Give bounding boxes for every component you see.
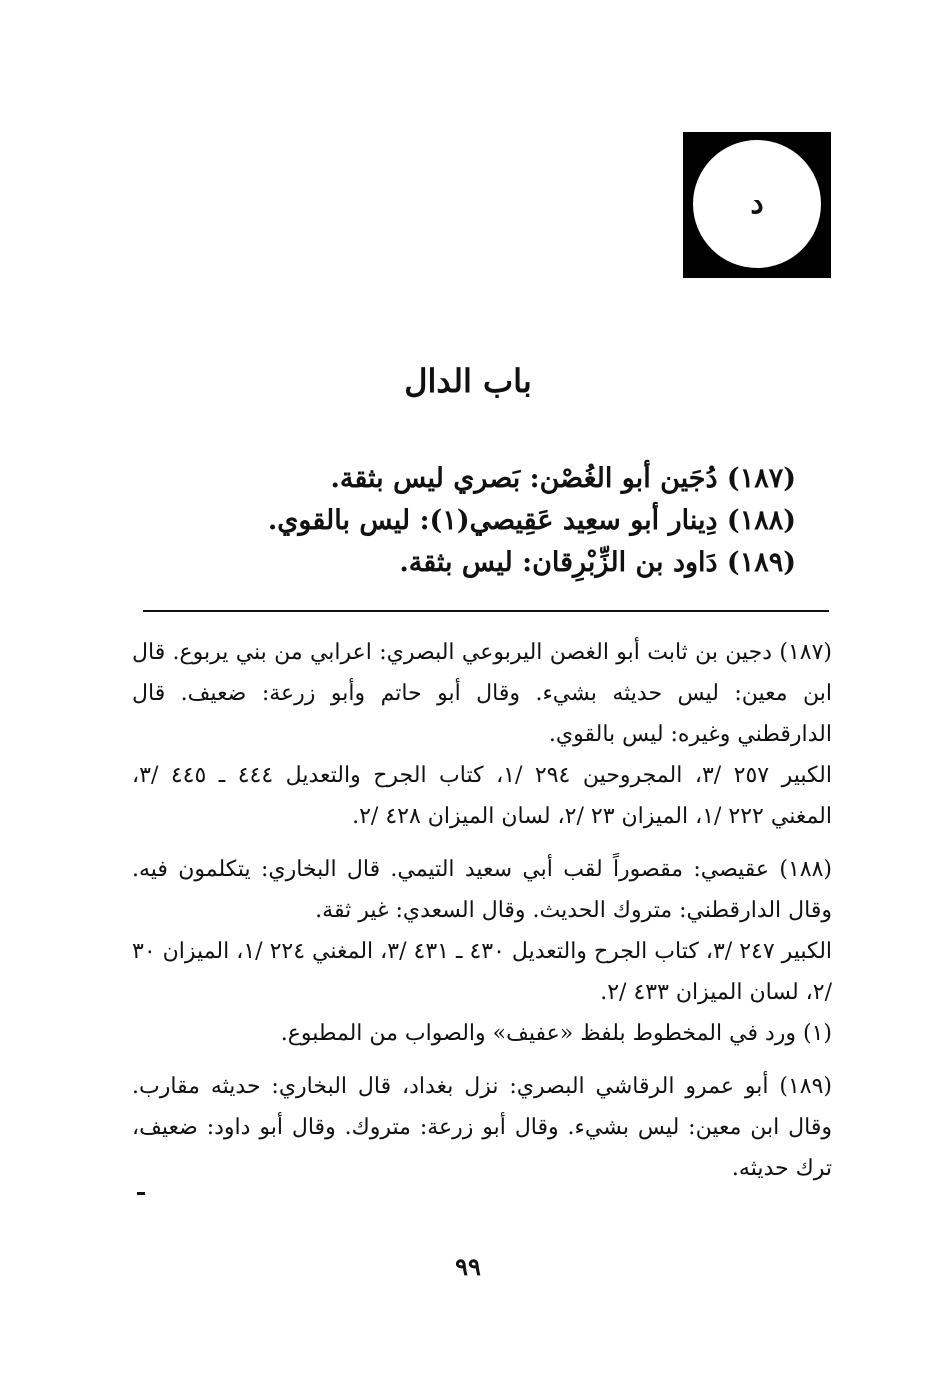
- badge-letter: د: [750, 186, 764, 221]
- page-number: ٩٩: [455, 1252, 481, 1281]
- entry-187: (١٨٧) دُجَين أبو الغُصْن: بَصري ليس بثقة.: [330, 463, 796, 494]
- footnotes: [132, 632, 832, 1189]
- note-188-sources: الكبير ٢٤٧ /٣، كتاب الجرح والتعديل ٤٣٠ ـ ٤٣١ /٣، المغني ٢٢٤ /١، الميزان ٣٠ /٢، لسان الميزان ٤٣٣ /٢.: [132, 939, 833, 1005]
- entry-188: (١٨٨) دِينار أبو سعِيد عَقِيصي(١): ليس بالقوي.: [267, 505, 796, 536]
- margin-mark: [137, 1192, 145, 1195]
- note-189: (١٨٩) أبو عمرو الرقاشي البصري: نزل بغداد، قال البخاري: حديثه مقارب. وقال ابن معين: ليس بشيء. وقال أبو زرعة: متروك. وقال أبو داود: ضعيف، ترك حديثه.: [132, 1074, 832, 1181]
- footnote-divider: [143, 610, 829, 612]
- note-187-sources: الكبير ٢٥٧ /٣، المجروحين ٢٩٤ /١، كتاب الجرح والتعديل ٤٤٤ ـ ٤٤٥ /٣، المغني ٢٢٢ /١، الميزان ٢٣ /٢، لسان الميزان ٤٢٨ /٢.: [132, 763, 832, 829]
- entry-list: [156, 458, 796, 584]
- chapter-letter-badge: [683, 132, 831, 278]
- entry-189: (١٨٩) دَاود بن الزِّبْرِقان: ليس بثقة.: [399, 547, 796, 578]
- note-188: (١٨٨) عقيصي: مقصوراً لقب أبي سعيد التيمي. قال البخاري: يتكلمون فيه. وقال الدارقطني: متروك الحديث. وقال السعدي: غير ثقة.: [132, 857, 832, 923]
- note-187: (١٨٧) دجين بن ثابت أبو الغصن اليربوعي البصري: اعرابي من بني يربوع. قال ابن معين: ليس حديثه بشيء. وقال أبو حاتم وأبو زرعة: ضعيف. قال الدارقطني وغيره: ليس بالقوي.: [132, 640, 832, 747]
- chapter-title: باب الدال: [404, 362, 532, 400]
- note-188-footnote: (١) ورد في المخطوط بلفظ «عفيف» والصواب من المطبوع.: [280, 1021, 832, 1046]
- badge-circle: [693, 140, 821, 268]
